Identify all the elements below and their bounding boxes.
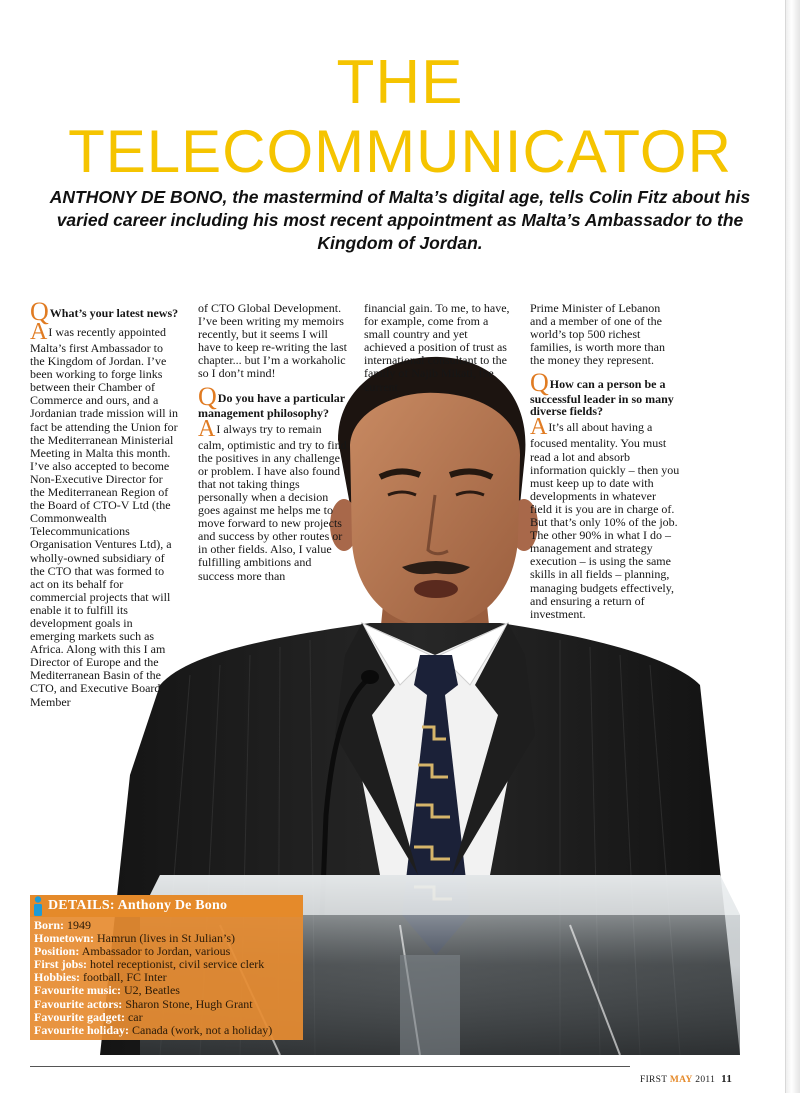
details-list [30, 917, 303, 1040]
details-value: Canada (work, not a holiday) [132, 1022, 273, 1037]
details-row [34, 1024, 299, 1037]
answer-3: AIt’s all about having a focused mentality. You must read a lot and absorb information quickly – then you must keep up to date with developments in whatever field it is you are in charge of. But that’s only 10% of the job. The other 90% in what I do – management and strategy execution – is using the same skills in all fields – planning, managing budgets effectively, and ensuring a return of investment. [530, 414, 680, 621]
drop-cap-a: A [198, 415, 216, 442]
question-2: QDo you have a particular management philosophy? [198, 381, 345, 420]
details-label: Hometown: [34, 931, 94, 946]
folio-month: MAY [669, 1075, 693, 1085]
page-number: 11 [721, 1073, 733, 1085]
column-2-continuation: of CTO Global Development. I’ve been writing my memoirs recently, but it seems I will have to keep re-writing the last chapter... but I’m a workaholic so I don’t mind! [198, 301, 347, 381]
footer-rule [30, 1066, 630, 1067]
details-label: First jobs: [34, 957, 87, 972]
folio [640, 1073, 732, 1085]
drop-cap-q: Q [530, 368, 549, 398]
standfirst [40, 186, 760, 255]
details-title: DETAILS: Anthony De Bono [48, 898, 228, 914]
answer-2: AI always try to remain calm, optimistic and try to find the positives in any challenge or problem. I have also found that not taking things personally when a decision goes against me helps me to move forward to new projects and success by other routes or in other fields. Also, I value fulfilling ambitions and success more than [198, 415, 347, 583]
column-3-continuation: financial gain. To me, to have, for example, come from a small country and yet achieved a position of trust as international consultant to the family of Najib Mikati, the current [364, 301, 510, 394]
details-value: football, FC Inter [83, 970, 167, 985]
details-value: 1949 [67, 918, 91, 932]
article-column-4 [530, 302, 680, 621]
details-value: hotel receptionist, civil service clerk [90, 957, 265, 972]
question-3: QHow can a person be a successful leader in so many diverse fields? [530, 368, 674, 419]
headline-line-1: THE [336, 48, 464, 117]
question-1: QWhat’s your latest news? [30, 297, 179, 326]
person-icon [32, 896, 44, 916]
details-box [30, 895, 303, 1040]
drop-cap-a: A [530, 414, 548, 441]
drop-cap-q: Q [30, 297, 49, 326]
article-column-3 [364, 302, 512, 394]
drop-cap-a: A [30, 319, 48, 345]
details-label: Born: [34, 918, 64, 932]
details-label: Favourite actors: [34, 996, 123, 1011]
article-column-1 [30, 297, 180, 709]
standfirst-name: ANTHONY DE BONO [49, 187, 223, 207]
details-value: U2, Beatles [123, 983, 180, 998]
details-value: Sharon Stone, Hugh Grant [125, 996, 253, 1011]
drop-cap-q: Q [198, 381, 217, 411]
folio-year: 2011 [695, 1075, 716, 1085]
details-label: Favourite holiday: [34, 1022, 129, 1037]
details-value: car [127, 1009, 143, 1024]
standfirst-text: , the mastermind of Malta’s digital age, tells Colin Fitz about his varied career including his most recent appointment as Malta’s Ambassador to the Kingdom of Jordan. [56, 187, 751, 253]
details-label: Favourite music: [34, 983, 121, 998]
headline-line-2: TELECOMMUNICATOR [68, 118, 732, 185]
details-header [30, 895, 303, 917]
details-label: Hobbies: [34, 970, 81, 985]
column-4-continuation: Prime Minister of Lebanon and a member of one of the world’s top 500 richest families, is worth more than the money they represent. [530, 301, 665, 368]
folio-magazine: FIRST [640, 1075, 668, 1085]
details-label: Favourite gadget: [34, 1009, 125, 1024]
answer-1: AI was recently appointed Malta’s first Ambassador to the Kingdom of Jordan. I’ve been working to forge links between their Chamber of Commerce and ours, and a Jordanian trade mission will in fact be attending the Union for the Mediterranean Ministerial Meeting in Malta this month. I’ve also accepted to become Non-Executive Director for the Mediterranean Region of the Board of CTO-V Ltd (the Commonwealth Telecommunications Organisation Ventures Ltd), a wholly-owned subsidiary of the CTO that was formed to act on its behalf for commercial projects that will enable it to fulfill its development goals in emerging markets such as Africa. Along with this I am Director of Europe and the Mediterranean Basin of the CTO, and Executive Board Member [30, 319, 178, 709]
details-label: Position: [34, 944, 80, 959]
details-value: Ambassador to Jordan, various [81, 944, 231, 959]
article-column-2 [198, 302, 348, 583]
details-value: Hamrun (lives in St Julian’s) [97, 931, 235, 946]
